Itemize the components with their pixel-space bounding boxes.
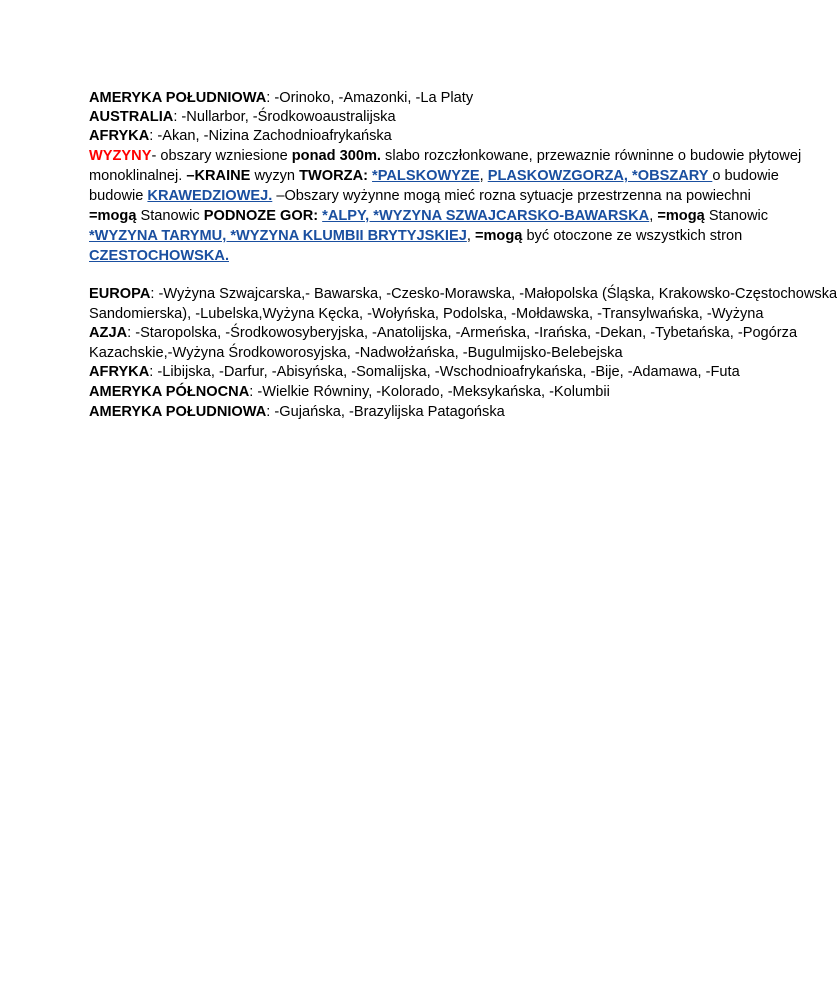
list-text: : -Gujańska, -Brazylijska Patagońska xyxy=(266,404,505,420)
continent-label: AFRYKA xyxy=(89,128,150,144)
list-text: : -Libijska, -Darfur, -Abisyńska, -Somalijska, -Wschodnioafrykańska, -Bije, -Adamawa, -Futa xyxy=(149,364,740,380)
region-line-south-america xyxy=(89,403,505,423)
continent-label: AZJA xyxy=(89,325,128,341)
continent-label: AMERYKA POŁUDNIOWA xyxy=(89,404,267,420)
wyzyny-line-3 xyxy=(89,187,751,207)
text-bold: =mogą xyxy=(89,208,137,224)
text-bold: =mogą xyxy=(474,228,523,244)
region-line-europa xyxy=(89,285,837,305)
link-palskowyze[interactable]: *PALSKOWYZE xyxy=(372,168,480,184)
text: slabo rozczłonkowane, przewaznie równinne o budowie płytowej xyxy=(380,148,802,164)
continent-label: AMERYKA POŁUDNIOWA xyxy=(89,90,267,106)
link-czestochowska[interactable]: CZESTOCHOWSKA. xyxy=(89,248,229,264)
list-text: : -Staropolska, -Środkowosyberyjska, -Anatolijska, -Armeńska, -Irańska, -Dekan, -Tybetańska, -Pogórza xyxy=(127,325,798,341)
link-wyzyna-tarymu[interactable]: *WYZYNA TARYMU, *WYZYNA KLUMBII BRYTYJSKIEJ xyxy=(89,228,467,244)
text-bold: =mogą xyxy=(657,208,705,224)
text-bold: ponad 300m. xyxy=(291,148,381,164)
text: Stanowic xyxy=(704,208,769,224)
list-text: : -Akan, -Nizina Zachodnioafrykańska xyxy=(149,128,392,144)
intro-line-south-america xyxy=(89,89,473,109)
link-alpy[interactable]: *ALPY, *WYZYNA SZWAJCARSKO-BAWARSKA xyxy=(322,208,650,224)
text-bold: PODNOZE GOR: xyxy=(203,208,319,224)
text-bold: –KRAINE xyxy=(186,168,251,184)
text: , xyxy=(649,208,658,224)
continent-label: AMERYKA PÓŁNOCNA xyxy=(89,384,250,400)
list-text: : -Orinoko, -Amazonki, -La Platy xyxy=(266,90,474,106)
text: być otoczone ze wszystkich stron xyxy=(522,228,743,244)
link-krawedziowej[interactable]: KRAWEDZIOWEJ. xyxy=(147,188,273,204)
section-title: WYZYNY xyxy=(89,148,152,164)
text-bold: TWORZA: xyxy=(299,168,368,184)
region-line-europa-cont xyxy=(89,305,764,325)
wyzyny-line-4 xyxy=(89,207,768,227)
text: Stanowic xyxy=(136,208,204,224)
link-plaskowzgorza[interactable]: PLASKOWZGORZA, *OBSZARY xyxy=(487,168,713,184)
text: , xyxy=(479,168,488,184)
text: , xyxy=(466,228,475,244)
intro-line-australia xyxy=(89,108,396,128)
text: - obszary wzniesione xyxy=(151,148,292,164)
region-line-north-america xyxy=(89,383,610,403)
continent-label: AFRYKA xyxy=(89,364,150,380)
wyzyny-line-5 xyxy=(89,227,742,247)
text: –Obszary wyżynne mogą mieć rozna sytuacje przestrzenna na powiechni xyxy=(272,188,751,204)
text: wyzyn xyxy=(250,168,300,184)
list-text: : -Nullarbor, -Środkowoaustralijska xyxy=(173,109,396,125)
list-text: : -Wyżyna Szwajcarska,- Bawarska, -Czesko-Morawska, -Małopolska (Śląska, Krakowsko-Częstochowska xyxy=(150,286,837,302)
text: budowie xyxy=(89,188,148,204)
list-text: Sandomierska), -Lubelska,Wyżyna Kęcka, -Wołyńska, Podolska, -Mołdawska, -Transylwańska, -Wyżyna xyxy=(89,306,764,322)
text: monoklinalnej. xyxy=(89,168,187,184)
region-line-afryka xyxy=(89,363,740,383)
continent-label: AUSTRALIA xyxy=(89,109,174,125)
wyzyny-line-1 xyxy=(89,147,801,167)
intro-line-africa xyxy=(89,127,392,147)
wyzyny-line-2 xyxy=(89,167,779,187)
text: o budowie xyxy=(712,168,779,184)
wyzyny-line-6 xyxy=(89,247,229,267)
continent-label: EUROPA xyxy=(89,286,151,302)
list-text: Kazachskie,-Wyżyna Środkoworosyjska, -Nadwołżańska, -Bugulmijsko-Belebejska xyxy=(89,345,623,361)
region-line-azja xyxy=(89,324,797,344)
list-text: : -Wielkie Równiny, -Kolorado, -Meksykańska, -Kolumbii xyxy=(249,384,610,400)
region-line-azja-cont xyxy=(89,344,623,364)
